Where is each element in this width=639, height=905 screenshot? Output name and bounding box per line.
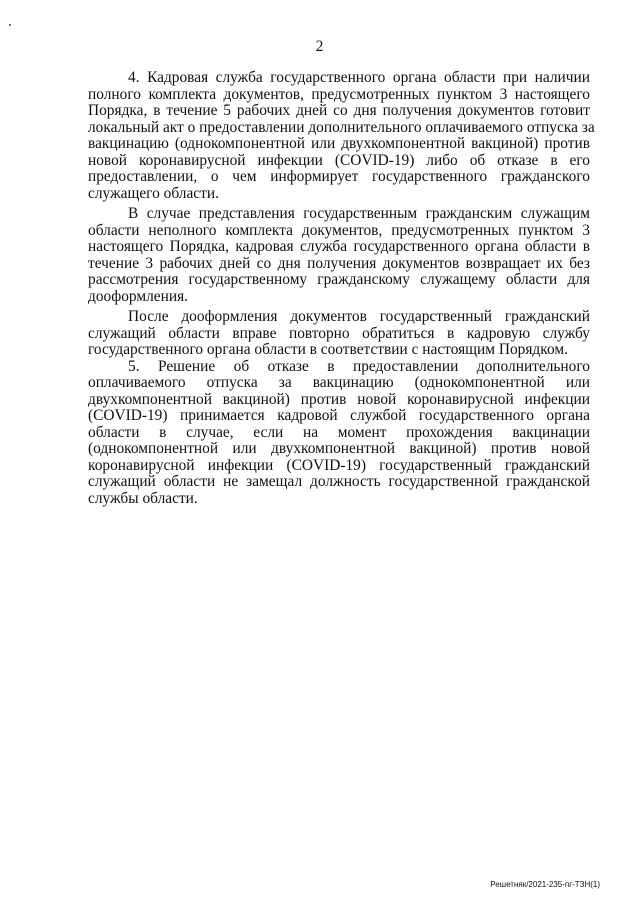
text-line: служащий области вправе повторно обратиться в кадровую службу	[88, 324, 590, 342]
paragraph-resubmission	[88, 309, 590, 359]
text-line: области в случае, если на момент прохождения вакцинации	[88, 423, 590, 441]
paragraph-4	[88, 69, 595, 202]
text-line: рассмотрения государственному гражданскому служащему области для	[88, 271, 590, 288]
text-line: (однокомпонентной или двухкомпонентной вакциной) против новой	[88, 440, 590, 457]
text-line: локальный акт о предоставлении дополнительного оплачиваемого отпуска за	[88, 118, 595, 136]
text-line: дооформления.	[88, 287, 189, 305]
text-line: 5. Решение об отказе в предоставлении дополнительного	[128, 357, 590, 375]
document-body	[88, 69, 595, 507]
paragraph-incomplete-docs	[88, 206, 590, 305]
text-line: двухкомпонентной вакциной) против новой коронавирусной инфекции	[88, 390, 590, 408]
text-line: служащий области не замещал должность государственной гражданской	[88, 473, 590, 490]
text-line: области неполного комплекта документов, предусмотренных пунктом 3	[88, 221, 590, 239]
text-line: Порядка, в течение 5 рабочих дней со дня получения документов готовит	[88, 102, 590, 119]
text-line: настоящего Порядка, кадровая служба государственного органа области в	[88, 238, 590, 255]
text-line: После дооформления документов государственный гражданский	[128, 308, 590, 325]
document-reference-code: Решетняк/2021-235-пг-ТЗН(1)	[490, 880, 600, 889]
paragraph-5	[88, 359, 590, 508]
text-line: новой коронавирусной инфекции (COVID-19) либо об отказе в его	[88, 151, 590, 169]
text-line: течение 3 рабочих дней со дня получения документов возвращает их без	[88, 254, 590, 272]
text-line: служащего области.	[88, 184, 219, 202]
text-line: оплачиваемого отпуска за вакцинацию (однокомпонентной или	[88, 374, 590, 391]
scan-speck	[9, 24, 11, 26]
text-line: вакцинацию (однокомпонентной или двухкомпонентной вакциной) против	[88, 135, 590, 152]
text-line: полного комплекта документов, предусмотренных пунктом 3 настоящего	[88, 85, 590, 103]
text-line: (COVID-19) принимается кадровой службой государственного органа	[88, 407, 590, 424]
text-line: государственного органа области в соответствии с настоящим Порядком.	[88, 341, 568, 358]
text-line: 4. Кадровая служба государственного органа области при наличии	[128, 69, 590, 86]
page-number: 2	[315, 38, 324, 55]
text-line: предоставлении, о чем информирует государственного гражданского	[88, 168, 590, 185]
text-line: коронавирусной инфекции (COVID-19) государственный гражданский	[88, 456, 590, 474]
text-line: В случае представления государственным гражданским служащим	[128, 205, 590, 222]
text-line: службы области.	[88, 489, 198, 507]
